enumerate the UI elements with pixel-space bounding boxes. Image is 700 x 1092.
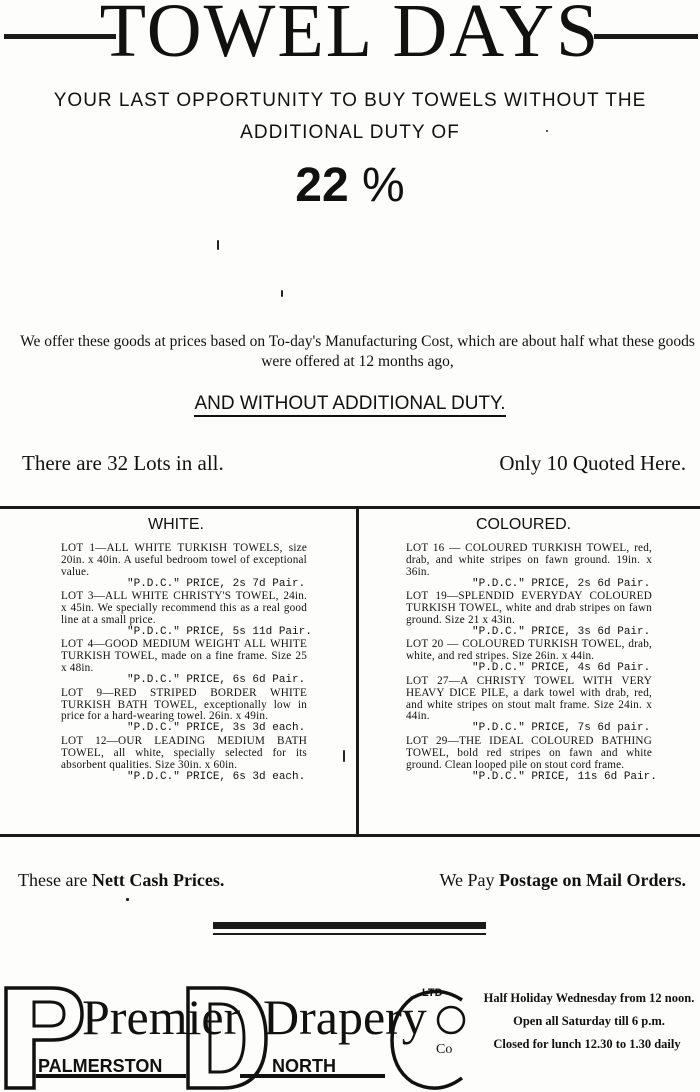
lot-description: LOT 1—ALL WHITE TURKISH TOWELS, size 20in. x 40in. A useful bedroom towel of exceptional value. (61, 542, 307, 578)
duty-number: 22 (295, 159, 349, 212)
lot-description: LOT 9—RED STRIPED BORDER WHITE TURKISH BATH TOWEL, exceptionally low in price for a hard-wearing towel. 26in. x 49in. (61, 686, 307, 723)
lot-item (406, 543, 652, 590)
lot-item (61, 736, 307, 783)
speck (546, 130, 548, 132)
lot-item (61, 590, 312, 638)
nett-bold: Nett Cash Prices. (91, 870, 225, 890)
speck (217, 240, 219, 250)
no-duty-text: AND WITHOUT ADDITIONAL DUTY. (194, 393, 505, 417)
lot-description: LOT 4—GOOD MEDIUM WEIGHT ALL WHITE TURKISH TOWEL, made on a fine frame. Size 25 x 48in. (61, 638, 307, 675)
lot-item (61, 639, 307, 686)
lot-price: "P.D.C." PRICE, 6s 6d Pair. (127, 674, 306, 687)
lot-description: LOT 27—A CHRISTY TOWEL WITH VERY HEAVY DICE PILE, a dark towel with drab, red, and white stripes on stout malt frame. Size 24in. x 44in. (406, 674, 652, 723)
subtitle-line-2: ADDITIONAL DUTY OF (240, 122, 460, 143)
lot-description: LOT 16 — COLOURED TURKISH TOWEL, red, drab, and white stripes on fawn ground. 19in. x 36in. (406, 542, 652, 578)
premier-drapery-logo (0, 980, 478, 1092)
hours-line-1: Half Holiday Wednesday from 12 noon. (483, 991, 695, 1005)
white-lots-column (61, 542, 312, 784)
page-title: TOWEL DAYS (99, 0, 601, 73)
offer-text: We offer these goods at prices based on To-day's Manufacturing Cost, which are about half what these goods were offered at 12 months ago, (20, 333, 695, 370)
lot-price: "P.D.C." PRICE, 2s 6d Pair. (472, 577, 651, 590)
divider-thin (213, 933, 486, 935)
logo-ltd: LTD (422, 987, 443, 999)
table-top-rule (0, 506, 700, 509)
lot-description: LOT 12—OUR LEADING MEDIUM BATH TOWEL, all white, specially selected for its absorbent qualities. Size 30in. x 60in. (61, 734, 307, 771)
lot-price: "P.D.C." PRICE, 2s 7d Pair. (127, 577, 306, 590)
lot-item (406, 639, 652, 674)
logo-co: Co (436, 1042, 453, 1057)
lot-description: LOT 3—ALL WHITE CHRISTY'S TOWEL, 24in. x 45in. We specially recommend this as a real good line at a small price. (61, 590, 307, 627)
lot-item (406, 676, 652, 735)
white-heading: WHITE. (148, 516, 204, 533)
lots-total: There are 32 Lots in all. (22, 451, 224, 475)
postage-prefix: We Pay (439, 870, 495, 890)
hours-line-3: Closed for lunch 12.30 to 1.30 daily (493, 1037, 681, 1051)
subtitle-line-1: YOUR LAST OPPORTUNITY TO BUY TOWELS WITHOUT THE (53, 90, 647, 111)
speck (343, 750, 345, 762)
opening-hours (478, 990, 700, 1059)
coloured-heading: COLOURED. (476, 516, 572, 533)
table-divider (356, 509, 359, 834)
divider-thick (213, 922, 486, 929)
lot-item (61, 543, 307, 590)
lot-item (406, 734, 657, 783)
logo-o-circle (438, 1007, 464, 1033)
lot-description: LOT 29—THE IDEAL COLOURED BATHING TOWEL, bold red stripes on fawn and white ground. Clean looped pile on stout cord frame. (406, 734, 652, 771)
speck (126, 898, 129, 901)
lot-description: LOT 19—SPLENDID EVERYDAY COLOURED TURKISH TOWEL, white and drab stripes on fawn ground. Size 21 x 43in. (406, 590, 652, 627)
lot-price: "P.D.C." PRICE, 3s 6d Pair. (472, 625, 651, 638)
coloured-lots-column (406, 542, 657, 784)
duty-percentage (0, 158, 700, 213)
lot-price: "P.D.C." PRICE, 4s 6d Pair. (472, 662, 651, 675)
speck (281, 290, 283, 297)
postage-note (439, 870, 686, 891)
duty-symbol: % (362, 159, 405, 212)
lot-price: "P.D.C." PRICE, 11s 6d Pair. (472, 770, 657, 783)
big-p-counter (34, 1002, 64, 1026)
lot-price: "P.D.C." PRICE, 3s 3d each. (127, 722, 306, 735)
hours-line-2: Open all Saturday till 6 p.m. (513, 1014, 665, 1028)
lot-item (61, 688, 307, 735)
logo-word-drapery: Drapery (263, 989, 427, 1045)
nett-cash-note (18, 870, 224, 891)
logo-town-north: NORTH (272, 1056, 336, 1076)
table-bottom-rule (0, 834, 700, 837)
logo-town-palmerston: PALMERSTON (38, 1056, 163, 1076)
lots-quoted: Only 10 Quoted Here. (499, 451, 686, 475)
logo-word-premier: Premier (82, 989, 241, 1045)
lot-description: LOT 20 — COLOURED TURKISH TOWEL, drab, white, and red stripes. Size 26in. x 44in. (406, 638, 652, 663)
lot-price: "P.D.C." PRICE, 5s 11d Pair. (127, 625, 312, 638)
postage-bold: Postage on Mail Orders. (499, 870, 686, 890)
lot-price: "P.D.C." PRICE, 6s 3d each. (127, 770, 306, 783)
no-duty-heading (0, 393, 700, 415)
nett-prefix: These are (18, 870, 88, 890)
lot-item (406, 591, 652, 638)
lot-price: "P.D.C." PRICE, 7s 6d pair. (472, 722, 651, 735)
